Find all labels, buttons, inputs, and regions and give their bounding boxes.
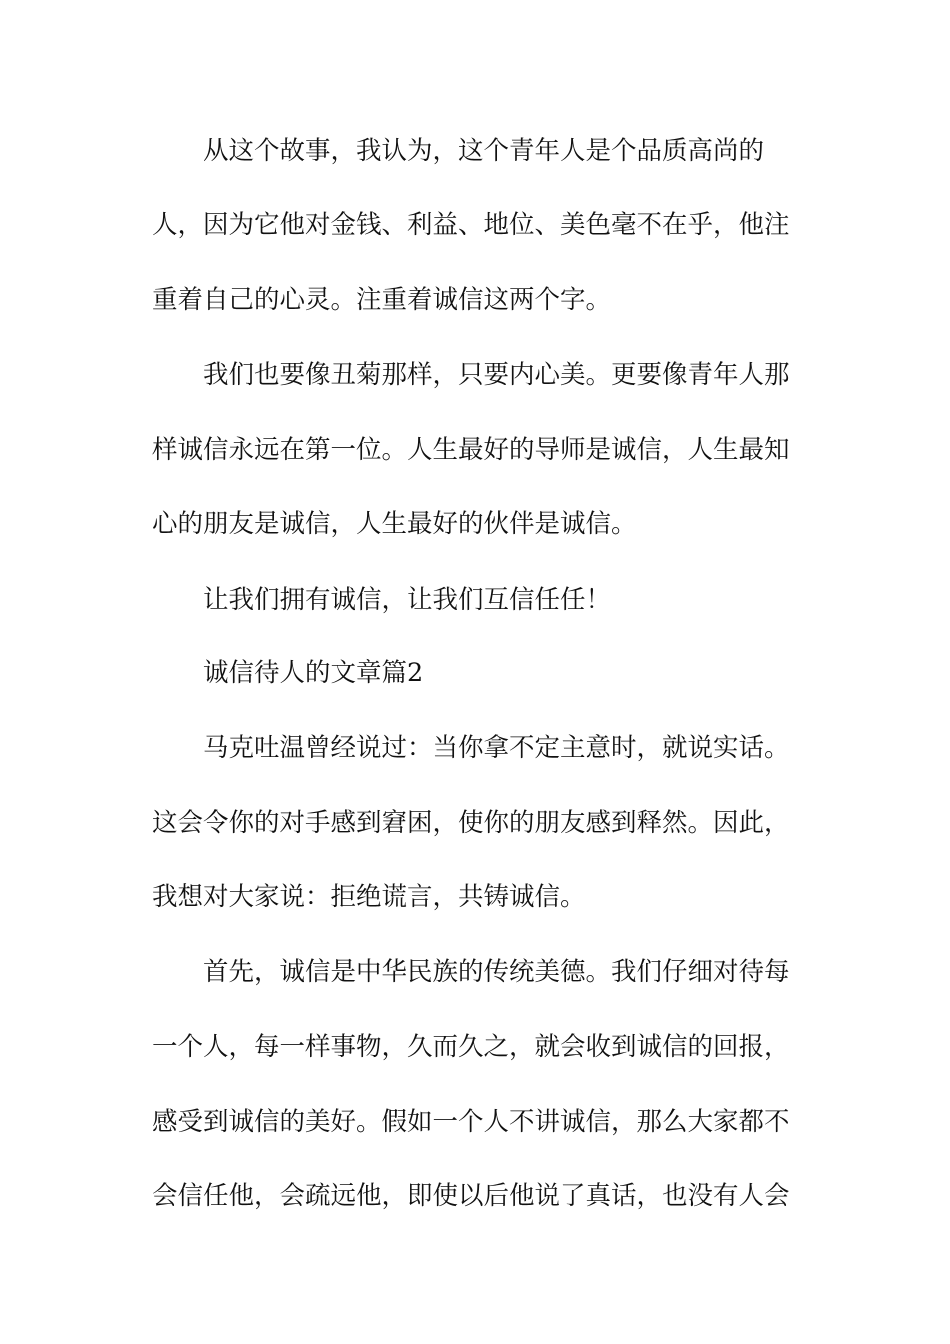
text-line: 让我们拥有诚信，让我们互信任任！ (203, 585, 612, 615)
text-line: 感受到诚信的美好。假如一个人不讲诚信，那么大家都不 (152, 1107, 790, 1137)
text-line: 样诚信永远在第一位。人生最好的导师是诚信，人生最知 (152, 435, 790, 465)
text-line: 会信任他，会疏远他，即使以后他说了真话，也没有人会 (152, 1181, 790, 1211)
text-line: 我想对大家说：拒绝谎言，共铸诚信。 (152, 882, 586, 912)
text-line: 重着自己的心灵。注重着诚信这两个字。 (152, 285, 612, 315)
text-line: 人，因为它他对金钱、利益、地位、美色毫不在乎，他注 (152, 210, 790, 240)
text-line: 从这个故事，我认为，这个青年人是个品质高尚的 (203, 136, 765, 166)
text-line: 我们也要像丑菊那样，只要内心美。更要像青年人那 (203, 360, 790, 390)
text-line: 一个人，每一样事物，久而久之，就会收到诚信的回报， (152, 1032, 790, 1062)
text-line: 马克吐温曾经说过：当你拿不定主意时，就说实话。 (203, 733, 790, 763)
section-heading: 诚信待人的文章篇2 (203, 658, 424, 688)
text-line: 这会令你的对手感到窘困，使你的朋友感到释然。因此， (152, 808, 790, 838)
text-line: 首先，诚信是中华民族的传统美德。我们仔细对待每 (203, 957, 790, 987)
text-line: 心的朋友是诚信，人生最好的伙伴是诚信。 (152, 509, 637, 539)
